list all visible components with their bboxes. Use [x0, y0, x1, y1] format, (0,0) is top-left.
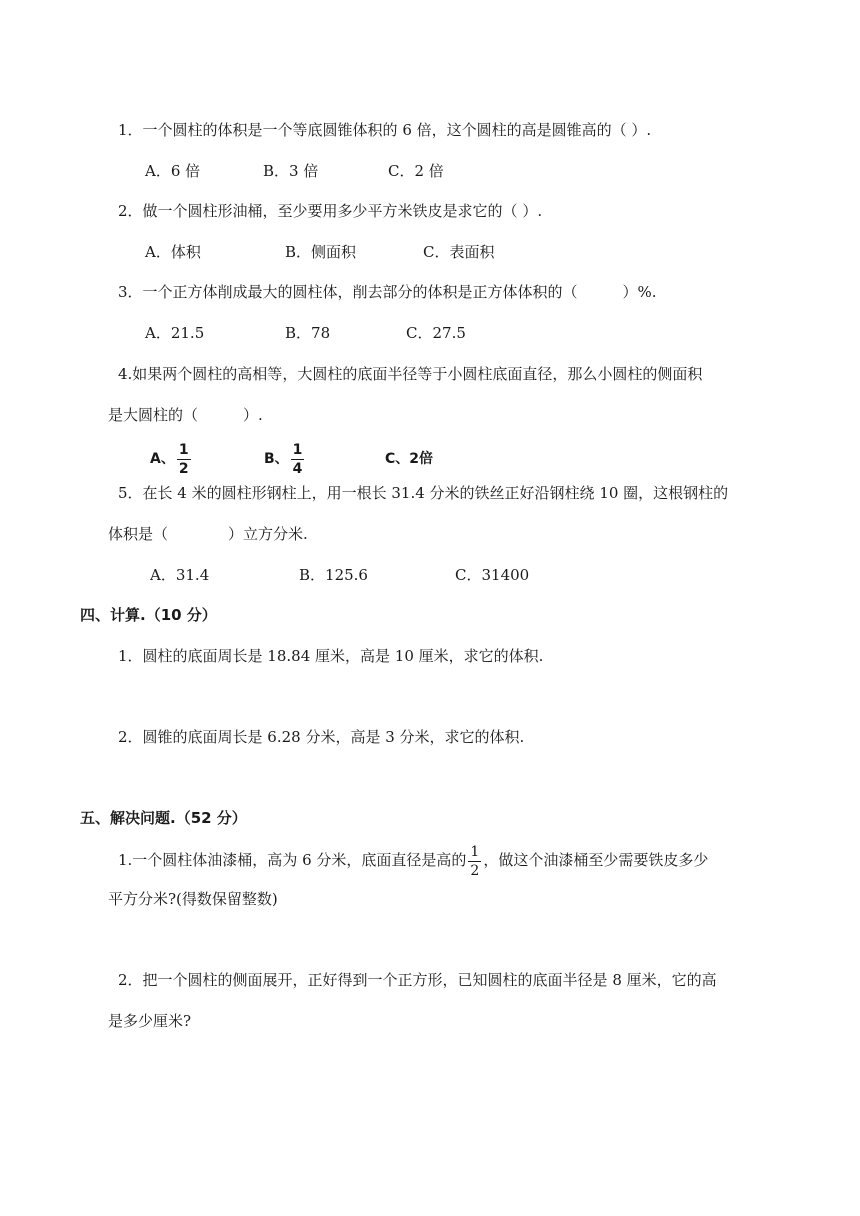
q4-option-a-fraction	[177, 443, 191, 476]
section5-q1-text-b: ，做这个油漆桶至少需要铁皮多少	[483, 851, 709, 869]
section5-q1-fraction	[468, 845, 481, 878]
q5-option-c: C．31400	[455, 566, 530, 584]
q5-line2: 体积是（ ）立方分米.	[108, 525, 308, 543]
q2-option-b: B．侧面积	[285, 243, 357, 261]
fraction-denominator: 4	[292, 460, 303, 477]
q2-option-c: C．表面积	[423, 243, 495, 261]
q4-option-a-prefix: A、	[150, 451, 175, 467]
section4-q2: 2．圆锥的底面周长是 6.28 分米，高是 3 分米，求它的体积.	[118, 728, 525, 746]
section5-q1-line1	[118, 840, 708, 880]
fraction-numerator: 1	[470, 843, 480, 860]
q5-option-b: B．125.6	[299, 566, 368, 584]
q4-line1: 4.如果两个圆柱的高相等，大圆柱的底面半径等于小圆柱底面直径，那么小圆柱的侧面积	[118, 365, 703, 383]
q2-option-a: A．体积	[145, 243, 201, 261]
section5-q1-line2: 平方分米?(得数保留整数)	[108, 890, 278, 908]
q4-option-a	[150, 439, 193, 478]
q2-text: 2．做一个圆柱形油桶，至少要用多少平方米铁皮是求它的（ ）.	[118, 202, 543, 220]
q5-line1: 5．在长 4 米的圆柱形钢柱上，用一根长 31.4 分米的铁丝正好沿钢柱绕 10 圈，这根钢柱的	[118, 484, 729, 502]
q4-option-b-fraction	[291, 443, 305, 476]
q4-option-c: C、2倍	[385, 451, 434, 467]
fraction-numerator: 1	[178, 441, 189, 458]
fraction-denominator: 2	[178, 460, 189, 477]
section5-q2-line1: 2．把一个圆柱的侧面展开，正好得到一个正方形，已知圆柱的底面半径是 8 厘米，它的高	[118, 971, 717, 989]
fraction-denominator: 2	[470, 862, 480, 879]
section4-q1: 1．圆柱的底面周长是 18.84 厘米，高是 10 厘米，求它的体积.	[118, 647, 544, 665]
section5-q2-line2: 是多少厘米?	[108, 1012, 192, 1030]
section5-q1-text-a: 1.一个圆柱体油漆桶，高为 6 分米，底面直径是高的	[118, 851, 467, 869]
q4-line2: 是大圆柱的（ ）.	[108, 406, 263, 424]
q5-option-a: A．31.4	[150, 566, 210, 584]
fraction-numerator: 1	[292, 441, 303, 458]
q1-option-c: C．2 倍	[388, 162, 444, 180]
q3-option-c: C．27.5	[406, 324, 466, 342]
section4-heading: 四、计算.（10 分）	[80, 606, 217, 624]
section5-heading: 五、解决问题.（52 分）	[80, 809, 247, 827]
q3-option-b: B．78	[285, 324, 331, 342]
q1-text: 1．一个圆柱的体积是一个等底圆锥体积的 6 倍，这个圆柱的高是圆锥高的（ ）.	[118, 121, 652, 139]
q4-option-b	[264, 439, 306, 478]
q3-text: 3．一个正方体削成最大的圆柱体，削去部分的体积是正方体体积的（ ）%.	[118, 283, 657, 301]
q1-option-b: B．3 倍	[263, 162, 319, 180]
q1-option-a: A．6 倍	[145, 162, 201, 180]
q4-option-b-prefix: B、	[264, 451, 289, 467]
q3-option-a: A．21.5	[145, 324, 205, 342]
